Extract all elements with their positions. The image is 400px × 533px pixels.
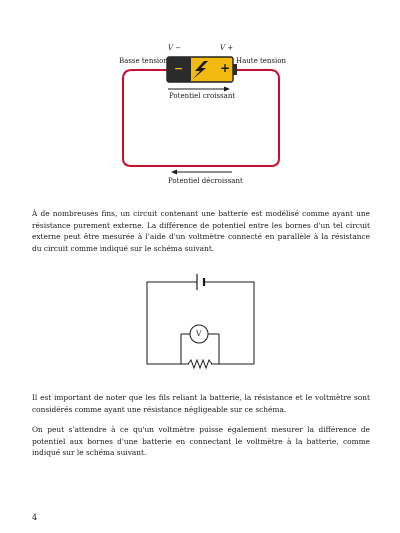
voltmeter-symbol: V	[196, 329, 202, 338]
low-voltage-label: Basse tension	[119, 57, 168, 65]
high-voltage-label: Haute tension	[236, 57, 286, 65]
decreasing-potential-label: Potentiel décroissant	[168, 177, 243, 185]
battery-circuit-diagram	[0, 0, 400, 200]
battery-plus-sign: +	[220, 61, 231, 75]
paragraph-negligible-resistance: Il est important de noter que les fils reliant la batterie, la résistance et le voltmètre sont considérés comme ayant une résistance négligeable sur ce schéma.	[32, 393, 370, 414]
battery-terminal	[233, 64, 237, 75]
circuit-wire-loop	[123, 70, 279, 166]
paragraph-external-resistance: À de nombreuses fins, un circuit contenant une batterie est modélisé comme ayant une résistance purement externe. La différence de potentiel entre les bornes d'un tel circuit externe peut être mesurée à l'aide d'un voltmètre connecté en parallèle à la résistance du circuit comme indiqué sur le schéma suivant.	[32, 209, 370, 253]
v-plus-label: V +	[220, 44, 234, 52]
arrow-left-icon	[171, 170, 177, 175]
increasing-potential-label: Potentiel croissant	[169, 92, 236, 100]
v-minus-label: V −	[168, 44, 182, 52]
voltmeter-circuit-schematic	[0, 270, 400, 380]
arrow-right-icon	[224, 87, 230, 92]
paragraph-battery-voltmeter: On peut s'attendre à ce qu'un voltmètre puisse également mesurer la différence de potentiel aux bornes d'une batterie en connectant le voltmètre à la batterie, comme indiqué sur le schéma suivant.	[32, 425, 370, 458]
schematic-wire-outer	[147, 282, 254, 364]
page-number: 4	[32, 513, 38, 522]
battery-minus-sign: −	[174, 62, 184, 75]
